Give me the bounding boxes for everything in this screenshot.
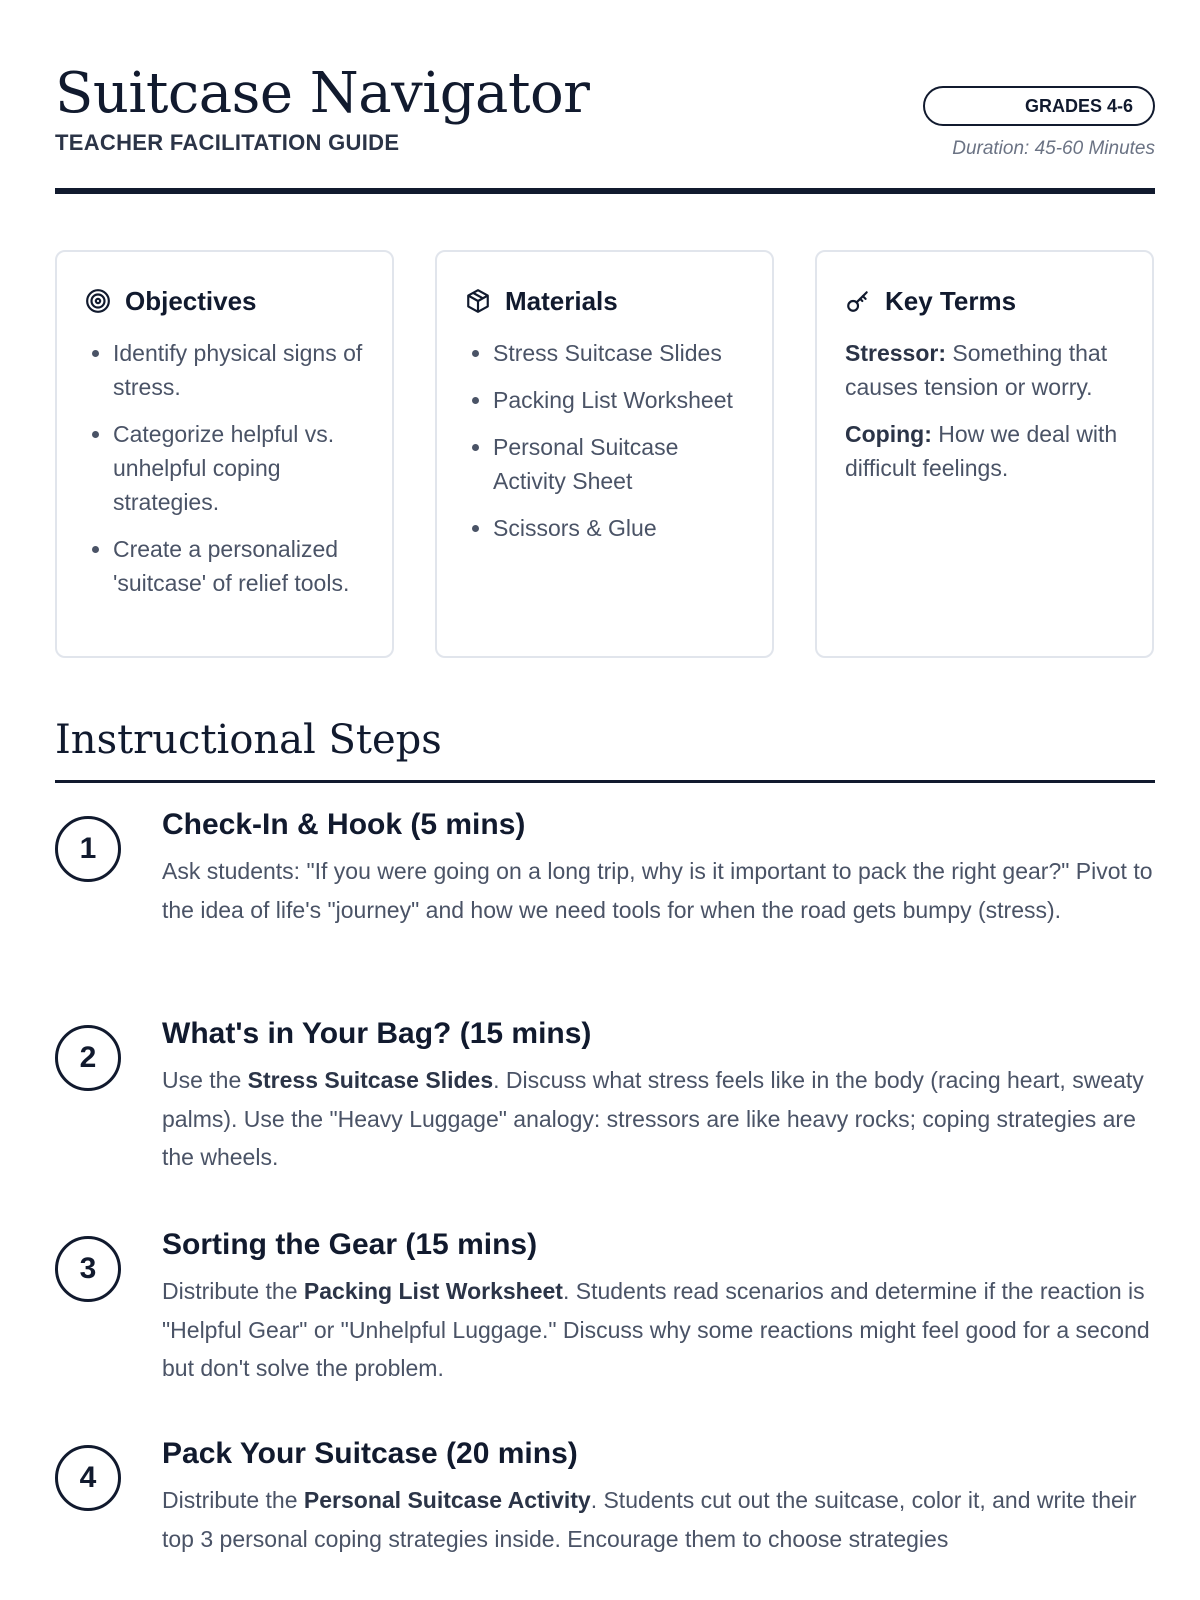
list-item: • Stress Suitcase Slides (493, 336, 744, 370)
materials-card-header (465, 284, 744, 318)
step-text: Distribute the (162, 1487, 304, 1513)
page (55, 0, 1155, 1600)
objectives-title: Objectives (125, 285, 257, 316)
term-definition (845, 336, 1124, 404)
step-number-badge: 3 (55, 1236, 121, 1302)
step-number-badge: 2 (55, 1025, 121, 1091)
materials-list (465, 336, 744, 545)
duration-label: Duration: 45-60 Minutes (952, 138, 1155, 159)
key-terms-title: Key Terms (885, 285, 1017, 316)
step-text: . Discuss what stress feels like in the body (racing heart, sweaty palms). Use the "Heavy Luggage" analogy: stressors are like heavy rocks; coping strategies are the wheels. (162, 1067, 1144, 1170)
step-description (162, 852, 1157, 929)
list-item: • Scissors & Glue (493, 511, 744, 545)
key-terms-card (815, 250, 1154, 658)
step-title: Check-In & Hook (5 mins) (162, 808, 526, 841)
grade-badge: GRADES 4-6 (923, 86, 1155, 126)
step-text: Use the (162, 1067, 248, 1093)
objectives-card (55, 250, 394, 658)
term-definition (845, 417, 1124, 485)
box-icon (465, 288, 491, 314)
key-icon (845, 288, 871, 314)
steps-section-title: Instructional Steps (55, 717, 442, 763)
steps-divider (55, 780, 1155, 783)
step-title: What's in Your Bag? (15 mins) (162, 1017, 592, 1050)
list-item: • Personal Suitcase Activity Sheet (493, 430, 744, 498)
page-subtitle: TEACHER FACILITATION GUIDE (55, 130, 400, 155)
materials-card (435, 250, 774, 658)
list-item: • Categorize helpful vs. unhelpful coping strategies. (113, 417, 364, 519)
step-highlight: Stress Suitcase Slides (247, 1067, 494, 1093)
step-title: Sorting the Gear (15 mins) (162, 1228, 538, 1261)
step-highlight: Packing List Worksheet (303, 1278, 563, 1304)
list-item: • Identify physical signs of stress. (113, 336, 364, 404)
materials-title: Materials (505, 285, 618, 316)
step-text: . Students cut out the suitcase, color it, and write their top 3 personal coping strategies inside. Encourage them to choose strategies (162, 1487, 1137, 1552)
step-number-badge: 1 (55, 816, 121, 882)
term-name: Stressor: (845, 340, 946, 366)
step-description (162, 1481, 1157, 1558)
term-name: Coping: (845, 421, 932, 447)
step-description (162, 1272, 1157, 1388)
info-cards (55, 250, 1155, 658)
header (55, 58, 1155, 196)
step-highlight: Personal Suitcase Activity (303, 1487, 591, 1513)
page-title: Suitcase Navigator (55, 61, 590, 126)
term-text: Something that causes tension or worry. (845, 340, 1108, 400)
step-text: . Students read scenarios and determine if the reaction is "Helpful Gear" or "Unhelpful Luggage." Discuss why some reactions might feel good for a second but don't solve the problem. (162, 1278, 1150, 1381)
list-item: • Packing List Worksheet (493, 383, 744, 417)
list-item: • Create a personalized 'suitcase' of relief tools. (113, 532, 364, 600)
step-number-badge: 4 (55, 1445, 121, 1511)
step-text: Ask students: "If you were going on a long trip, why is it important to pack the right gear?" Pivot to the idea of life's "journey" and how we need tools for when the road gets bumpy (stress). (162, 858, 1153, 923)
target-icon (85, 288, 111, 314)
objectives-card-header (85, 284, 364, 318)
header-divider (55, 188, 1155, 194)
term-text: How we deal with difficult feelings. (845, 421, 1118, 481)
step-description (162, 1061, 1157, 1177)
step-title: Pack Your Suitcase (20 mins) (162, 1437, 578, 1470)
objectives-list (85, 336, 364, 600)
step-text: Distribute the (162, 1278, 304, 1304)
key-terms-card-header (845, 284, 1124, 318)
